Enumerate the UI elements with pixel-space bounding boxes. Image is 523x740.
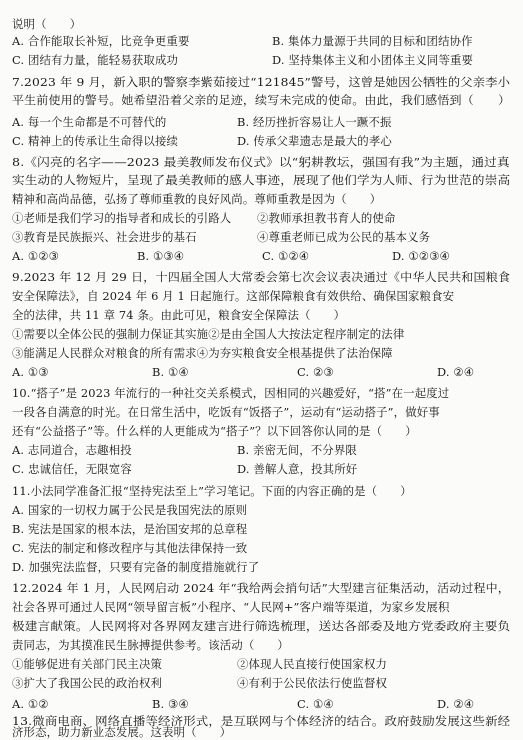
text-segment: C. ①④ [297, 697, 334, 711]
text-segment: A. ①②③ [12, 249, 60, 263]
text-segment: A. 志同道合，志趣相投 [12, 443, 132, 457]
text-segment: ②教师承担教书育人的使命 [257, 211, 396, 225]
text-content: 12.2024 年 1 月，人民网启动 2024 年“我给两会捎句话”大型建言征集活动，活动过程中， [12, 581, 510, 595]
text-segment: A. ①② [12, 697, 49, 711]
text-content: 还有“公益搭子”等。什么样的人更能成为“搭子”？以下回答你认同的是（ ） [12, 424, 417, 438]
text-segment: A. 每一个生命都是不可替代的 [12, 115, 167, 129]
text-segment: ④有利于公民依法行使监督权 [237, 676, 388, 690]
text-content: 极建言献策。人民网将对各界网友建言进行筛选梳理，送达各部委及地方党委政府主要负 [12, 619, 511, 633]
text-segment: D. 善解人意，投其所好 [237, 462, 358, 476]
text-content: 责同志，为其摸准民生脉搏提供参考。该活动（ ） [12, 638, 289, 652]
text-content: 一段各自满意的时光。在日常生活中，吃饭有“饭搭子”，运动有“运动搭子”，做好事 [12, 405, 440, 419]
text-content: 11.小法同学准备汇报“坚持宪法至上”学习笔记。下面的内容正确的是（ ） [12, 484, 412, 498]
text-segment: ①能够促进有关部门民主决策 [12, 657, 163, 671]
text-segment: C. ②③ [297, 365, 334, 379]
text-content: 10.“搭子”是 2023 年流行的一种社交关系模式，因相同的兴趣爱好，“搭”在一起度过 [12, 386, 450, 400]
text-content: B. 宪法是国家的根本法，是治国安邦的总章程 [12, 522, 248, 536]
text-segment: C. 团结有力量，能轻易获取成功 [12, 53, 179, 67]
text-content: A. 国家的一切权力属于公民是我国宪法的原则 [12, 503, 248, 517]
text-content: 精神和高尚品德，弘扬了尊师重教的良好风尚。尊师重教是因为（ ） [12, 192, 382, 206]
text-content: 实生动的人物短片，呈现了最美教师的感人事迹，展现了他们学为人师、行为世范的崇高 [12, 173, 511, 187]
text-content: 全的法律，共 11 章 74 条。由此可见，粮食安全保障法（ ） [12, 308, 346, 322]
text-segment: ③扩大了我国公民的政治权利 [12, 676, 163, 690]
text-segment: B. ①③④ [137, 249, 185, 263]
text-content: 平生前使用的警号。她希望沿着父亲的足迹，续写未完成的使命。由此，我们感悟到（ ） [12, 93, 511, 107]
text-content: ①需要以全体公民的强制力保证其实施②是由全国人大按法定程序制定的法律 [12, 327, 405, 341]
text-segment: ①老师是我们学习的指导者和成长的引路人 [12, 211, 232, 225]
text-segment: ②体现人民直接行使国家权力 [237, 657, 388, 671]
text-content: 济形态，助力新业态发展。这表明（ ） [12, 725, 232, 739]
text-content: 9.2023 年 12 月 29 日，十四届全国人大常委会第七次会议表决通过《中华人民共和国粮食 [12, 270, 511, 284]
text-content: 安全保障法》，自 2024 年 6 月 1 日起施行。这部保障粮食有效供给、确保国家粮食安 [12, 289, 455, 303]
text-segment: C. 精神上的传承让生命得以接续 [12, 134, 179, 148]
text-content: D. 加强宪法监督，只要有完备的制度措施就行了 [12, 560, 260, 574]
text-segment: A. ①③ [12, 365, 49, 379]
text-segment: ④尊重老师已成为公民的基本义务 [257, 230, 431, 244]
text-content: 7.2023 年 9 月，新入职的警察李紫茹接过“121845”警号，这曾是她因公牺牲的父亲李小 [12, 75, 511, 89]
text-content: 社会各界可通过人民网“领导留言板”小程序、“人民网+”客户端等渠道，为家乡发展积 [12, 600, 450, 614]
text-segment: B. 经历挫折容易让人一蹶不振 [237, 115, 392, 129]
text-segment: C. 忠诚信任，无限宽容 [12, 462, 132, 476]
text-content: 8.《闪亮的名字——2023 最美教师发布仪式》以“躬耕教坛，强国有我”为主题，通过真 [12, 155, 510, 169]
text-segment: D. 坚持集体主义和小团体主义同等重要 [272, 53, 474, 67]
text-segment: ③教育是民族振兴、社会进步的基石 [12, 230, 197, 244]
text-segment: D. 传承父辈遗志是最大的孝心 [237, 134, 392, 148]
text-content: C. 宪法的制定和修改程序与其他法律保持一致 [12, 541, 248, 555]
text-segment: A. 合作能取长补短，比竞争更重要 [12, 34, 190, 48]
text-segment: D. ①②③④ [392, 249, 450, 263]
text-content: 说明（ ） [12, 17, 82, 31]
text-segment: B. ①④ [152, 365, 189, 379]
text-content: ③能满足人民群众对粮食的所有需求④为夯实粮食安全根基提供了法治保障 [12, 346, 393, 360]
text-segment: C. ①②④ [262, 249, 310, 263]
text-segment: D. ②④ [437, 365, 475, 379]
text-segment: D. ②④ [437, 697, 475, 711]
text-segment: B. 集体力量源于共同的目标和团结协作 [272, 34, 473, 48]
text-content: 13.微商电商、网络直播等经济形式，是互联网与个体经济的结合。政府鼓励发展这些新经 [12, 714, 511, 728]
text-segment: B. 亲密无间，不分界限 [237, 443, 357, 457]
text-segment: B. ③④ [152, 697, 189, 711]
